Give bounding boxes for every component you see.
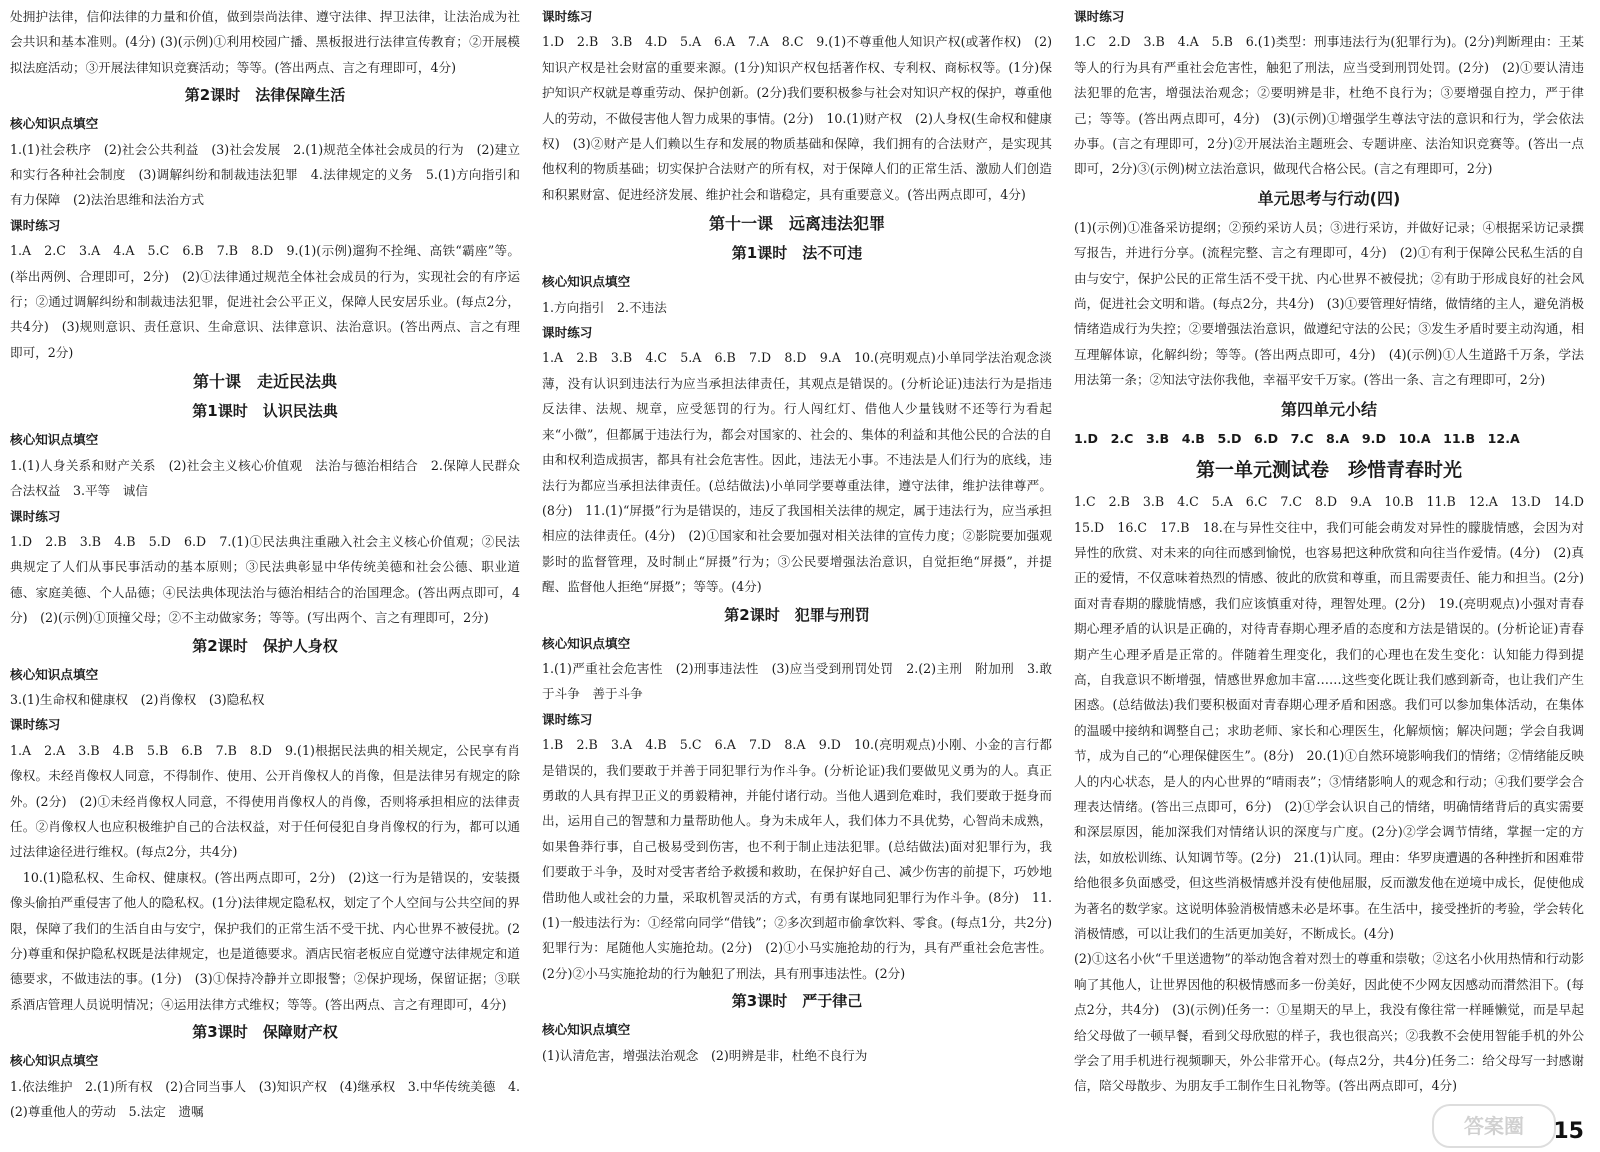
section-title: 第2课时 保护人身权 (192, 636, 338, 655)
section-title: 第3课时 严于律己 (731, 992, 863, 1011)
section-label: 核心知识点填空 (10, 116, 99, 132)
unit-title: 单元思考与行动(四) (1257, 188, 1401, 208)
answer-text: (2)①这名小伙“千里送遗物”的举动饱含着对烈士的尊重和崇敬；②这名小伙用热情和行动影响了其他人，让世界因他的积极情感而多一份美好，因此使不少网友因感动而潸然泪下。(每点2分，共4分) (3)(示例)任务一：①星期天的早上，我没有像往常一样睡懒觉，而是早起给父母做了一顿早餐，看到父母欣慰的样子，我也很高兴；②我教不会使用智能手机的外公学会了用手机进行视频聊天，外公非常开心。(每点2分，共4分)任务二：给父母写一封感谢信，陪父母散步、为朋友手工制作生日礼物等。(答出两点即可，4分) (1074, 951, 1584, 1094)
intro-text: 处拥护法律，信仰法律的力量和价值，做到崇尚法律、遵守法律、捍卫法律，让法治成为社会共识和基本准则。(4分) (3)(示例)①利用校园广播、黑板报进行法律宣传教育；②开展模拟法庭活动；③开展法律知识竞赛活动；等等。(答出两点、言之有理即可，4分) (10, 9, 520, 75)
test-title: 第一单元测试卷 珍惜青春时光 (1195, 459, 1462, 482)
watermark-stamp: 答案圈 (1432, 1104, 1556, 1148)
answer-text: (1)认清危害，增强法治观念 (2)明辨是非，杜绝不良行为 (542, 1047, 868, 1063)
chapter-title: 第十一课 远离违法犯罪 (708, 214, 885, 234)
section-label: 课时练习 (10, 508, 61, 524)
answer-text: 1.D 2.B 3.B 4.D 5.A 6.A 7.A 8.C 9.(1)不尊重他人知识产权(或著作权) (2)知识产权是社会财富的重要来源。(1分)知识产权包括著作权、专利权、商标权等。(1分)保护知识产权就是尊重劳动、保护创新。(2分)我们要积极参与社会对知识产权的保护，尊重他人的劳动，不做侵害他人智力成果的事情。(2分) 10.(1)财产权 (2)人身权(生命权和健康权) (3)②财产是人们赖以生存和发展的物质基础和保障，我们拥有的合法财产，是实现其他权利的物质基础；切实保护合法财产的所有权，对于保障人们的正常生活、激励人们创造和积累财富、促进经济发展、维护社会和谐稳定，具有重要意义。(答出两点即可，4分) (542, 34, 1052, 202)
section-label: 核心知识点填空 (10, 432, 99, 448)
answer-text: 1.依法维护 2.(1)所有权 (2)合同当事人 (3)知识产权 (4)继承权 3.中华传统美德 4.(2)尊重他人的劳动 5.法定 遗嘱 (10, 1078, 520, 1120)
section-label: 课时练习 (542, 325, 593, 341)
section-label: 核心知识点填空 (542, 1022, 631, 1038)
answer-text: 3.(1)生命权和健康权 (2)肖像权 (3)隐私权 (10, 691, 265, 707)
answer-text: 1.(1)社会秩序 (2)社会公共利益 (3)社会发展 2.(1)规范全体社会成员的行为 (2)建立和实行各种社会制度 (3)调解纠纷和制裁违法犯罪 4.法律规定的义务 5.(1)方向指引和有力保障 (2)法治思维和法治方式 (10, 141, 520, 208)
section-label: 核心知识点填空 (10, 1053, 99, 1069)
section-label: 核心知识点填空 (542, 635, 631, 651)
answer-text: 1.D 2.C 3.B 4.B 5.D 6.D 7.C 8.A 9.D 10.A 11.B 12.A (1074, 430, 1520, 446)
section-label: 课时练习 (10, 217, 61, 233)
answer-text: 1.C 2.B 3.B 4.C 5.A 6.C 7.C 8.D 9.A 10.B 11.B 12.A 13.D 14.D 15.D 16.C 17.B 18.在与异性交往中，我们可能会萌发对异性的朦胧情感，会因为对异性的欣赏、对未来的向往而感到愉悦，也容易把这种欣赏和向往当作爱情。(4分) (2)真正的爱情，不仅意味着热烈的情感、彼此的欣赏和尊重，而且需要责任、能力和担当。(2分)面对青春期的朦胧情感，我们应该慎重对待，理智处理。(2分) 19.(亮明观点)小强对青春期心理矛盾的认识是正确的，对待青春期心理矛盾的态度和方法是错误的。(分析论证)青春期产生心理矛盾是正常的。伴随着生理变化，我们的心理也在发生变化：认知能力得到提高，自我意识不断增强，情感世界愈加丰富……这些变化既让我们感到新奇，也让我们产生困惑。(总结做法)我们要积极面对青春期心理矛盾和困惑。我们可以参加集体活动，在集体的温暖中接纳和调整自己；求助老师、家长和心理医生，化解烦恼；解决问题；学会自我调节，成为自己的“心理保健医生”。(8分) 20.(1)①自然环境影响我们的情绪；②情绪能反映人的内心状态，是人的内心世界的“晴雨表”；③情绪影响人的观念和行动；④我们要学会合理表达情绪。(答出三点即可，6分) (2)①学会认识自己的情绪，明确情绪背后的真实需要和深层原因，能加深我们对情绪认识的深度与广度。(2分)②学会调节情绪，掌握一定的方法，如放松训练、认知调节等。(2分) 21.(1)认同。理由：华罗庚遭遇的各种挫折和困难带给他很多负面感受，但这些消极情感并没有使他屈服，反而激发他在逆境中成长，促使他成为著名的数学家。这说明体验消极情感未必是坏事。在生活中，接受挫折的考验，学会转化消极情感，可以让我们的生活更加美好，不断成长。(4分) (1074, 494, 1597, 941)
answer-text: 1.A 2.A 3.B 4.B 5.B 6.B 7.B 8.D 9.(1)根据民法典的相关规定，公民享有肖像权。未经肖像权人同意，不得制作、使用、公开肖像权人的肖像，但是法律另有规定的除外。(2分) (2)①未经肖像权人同意，不得使用肖像权人的肖像，否则将承担相应的法律责任。②肖像权人也应积极维护自己的合法权益，对于任何侵犯自身肖像权的行为，都可以通过法律途径进行维权。(每点2分，共4分) (10, 742, 520, 860)
answer-text: 1.C 2.D 3.B 4.A 5.B 6.(1)类型：刑事违法行为(犯罪行为)。(2分)判断理由：王某等人的行为具有严重社会危害性，触犯了刑法，应当受到刑罚处罚。(2分) (2)①要认清违法犯罪的危害，增强法治观念；②要明辨是非，杜绝不良行为；③要增强自控力，严于律己；等等。(答出两点即可，4分) (3)(示例)①增强学生尊法守法的意识和行为，学会依法办事。(言之有理即可，2分)②开展法治主题班会、专题讲座、法治知识竞赛等。(答出一点即可，2分)③(示例)树立法治意识，做现代合格公民。(言之有理即可，2分) (1074, 34, 1584, 177)
section-label: 核心知识点填空 (542, 274, 631, 290)
answer-text: (1)(示例)①准备采访提纲；②预约采访人员；③进行采访，并做好记录；④根据采访记录撰写报告，并进行分享。(流程完整、言之有理即可，4分) (2)①有利于保障公民私生活的自由与安宁，保护公民的正常生活不受干扰、内心世界不被侵扰；②有助于形成良好的社会风尚，促进社会文明和谐。(每点2分，共4分) (3)①要管理好情绪，做情绪的主人，避免消极情绪造成行为失控；②要增强法治意识，做遵纪守法的公民；③发生矛盾时要主动沟通，相互理解体谅，化解纠纷；等等。(答出两点即可，4分) (4)(示例)①人生道路千万条，学法用法第一条；②知法守法你我他，幸福平安千万家。(答出一条、言之有理即可，2分) (1074, 219, 1584, 388)
section-title: 第1课时 认识民法典 (192, 402, 338, 421)
answer-text: 1.B 2.B 3.A 4.B 5.C 6.A 7.D 8.A 9.D 10.(亮明观点)小刚、小金的言行都是错误的，我们要敢于并善于同犯罪行为作斗争。(分析论证)我们要做见义勇为的人。真正勇敢的人具有捍卫正义的勇毅精神，并能付诸行动。当他人遇到危难时，我们要敢于挺身而出，运用自己的智慧和力量帮助他人。身为未成年人，我们体力不具优势，心智尚未成熟，如果鲁莽行事，自己极易受到伤害，也不利于制止违法犯罪。(总结做法)面对犯罪行为，我们要敢于斗争，及时对受害者给予救援和救助，在保护好自己、减少伤害的前提下，巧妙地借助他人或社会的力量，采取机智灵活的方式，有勇有谋地同犯罪行为作斗争。(8分) 11.(1)一般违法行为：①经常向同学“借钱”；②多次到超市偷拿饮料、零食。(每点1分，共2分)犯罪行为：尾随他人实施抢劫。(2分) (2)①小马实施抢劫的行为，具有严重社会危害性。(2分)②小马实施抢劫的行为触犯了刑法，具有刑事违法性。(2分) (542, 737, 1052, 981)
page-number: 15 (1553, 1119, 1584, 1144)
section-title: 第2课时 犯罪与刑罚 (724, 605, 870, 624)
section-title: 第3课时 保障财产权 (192, 1023, 338, 1042)
section-title: 第2课时 法律保障生活 (184, 86, 346, 105)
answer-text: 10.(1)隐私权、生命权、健康权。(答出两点即可，2分) (2)这一行为是错误的，安装摄像头偷拍严重侵害了他人的隐私权。(1分)法律规定隐私权，划定了个人空间与公共空间的界限，保障了我们的生活自由与安宁，保护我们的正常生活不受干扰、内心世界不被侵扰。(2分)尊重和保护隐私权既是法律规定，也是道德要求。酒店民宿老板应自觉遵守法律规定和道德要求，不做违法的事。(1分) (3)①保持冷静并立即报警；②保护现场，保留证据；③联系酒店管理人员说明情况；④运用法律方式维权；等等。(答出两点、言之有理即可，4分) (10, 869, 520, 1012)
answer-text: 1.(1)人身关系和财产关系 (2)社会主义核心价值观 法治与德治相结合 2.保障人民群众合法权益 3.平等 诚信 (10, 457, 520, 499)
column-right (1074, 4, 1597, 1152)
section-label: 课时练习 (1074, 9, 1125, 24)
unit-summary-title: 第四单元小结 (1280, 399, 1377, 419)
section-label: 课时练习 (542, 711, 593, 727)
answer-text: 1.A 2.C 3.A 4.A 5.C 6.B 7.B 8.D 9.(1)(示例)遛狗不拴绳、高铁“霸座”等。(举出两例、合理即可，2分) (2)①法律通过规范全体社会成员的行为，实现社会的有序运行；②通过调解纠纷和制裁违法犯罪，促进社会公平正义，保障人民安居乐业。(每点2分，共4分) (3)规则意识、责任意识、生命意识、法律意识、法治意识。(答出两点、言之有理即可，2分) (10, 243, 520, 360)
answer-text: 1.(1)严重社会危害性 (2)刑事违法性 (3)应当受到刑罚处罚 2.(2)主刑 附加刑 3.敢于斗争 善于斗争 (542, 660, 1052, 702)
answer-text: 1.A 2.B 3.B 4.C 5.A 6.B 7.D 8.D 9.A 10.(亮明观点)小单同学法治观念淡薄，没有认识到违法行为应当承担法律责任，其观点是错误的。(分析论证)违法行为是指违反法律、法规、规章，应受惩罚的行为。行人闯红灯、借他人少量钱财不还等行为看起来“小微”，但都属于违法行为，都会对国家的、社会的、集体的利益和其他公民的合法的自由和权利造成损害，都具有社会危害性。因此，违法无小事。不违法是人们行为的底线，违法行为都应当承担法律责任。(总结做法)小单同学要尊重法律，遵守法律，维护法律尊严。(8分) 11.(1)“屏摄”行为是错误的，违反了我国相关法律的规定，属于违法行为，应当承担相应的法律责任。(4分) (2)①国家和社会要加强对相关法律的宣传力度；②影院要加强观影时的监督管理，及时制止“屏摄”行为；③公民要增强法治意识，自觉拒绝“屏摄”，并提醒、监督他人拒绝“屏摄”；等等。(4分) (542, 350, 1052, 595)
section-label: 课时练习 (10, 717, 61, 733)
section-title: 第1课时 法不可违 (731, 244, 863, 263)
chapter-title: 第十课 走近民法典 (192, 372, 337, 392)
answer-text: 1.D 2.B 3.B 4.B 5.D 6.D 7.(1)①民法典注重融入社会主义核心价值观；②民法典规定了人们从事民事活动的基本原则；③民法典彰显中华传统美德和社会公德、职业道德、家庭美德、个人品德；④民法典体现法治与德治相结合的治国理念。(答出两点即可，4分) (2)(示例)①顶撞父母；②不主动做家务；等等。(写出两个、言之有理即可，2分) (10, 533, 520, 626)
column-middle (542, 4, 1052, 1152)
section-label: 课时练习 (542, 9, 593, 24)
answer-text: 1.方向指引 2.不违法 (542, 299, 667, 315)
section-label: 核心知识点填空 (10, 666, 99, 682)
column-left (10, 4, 520, 1152)
